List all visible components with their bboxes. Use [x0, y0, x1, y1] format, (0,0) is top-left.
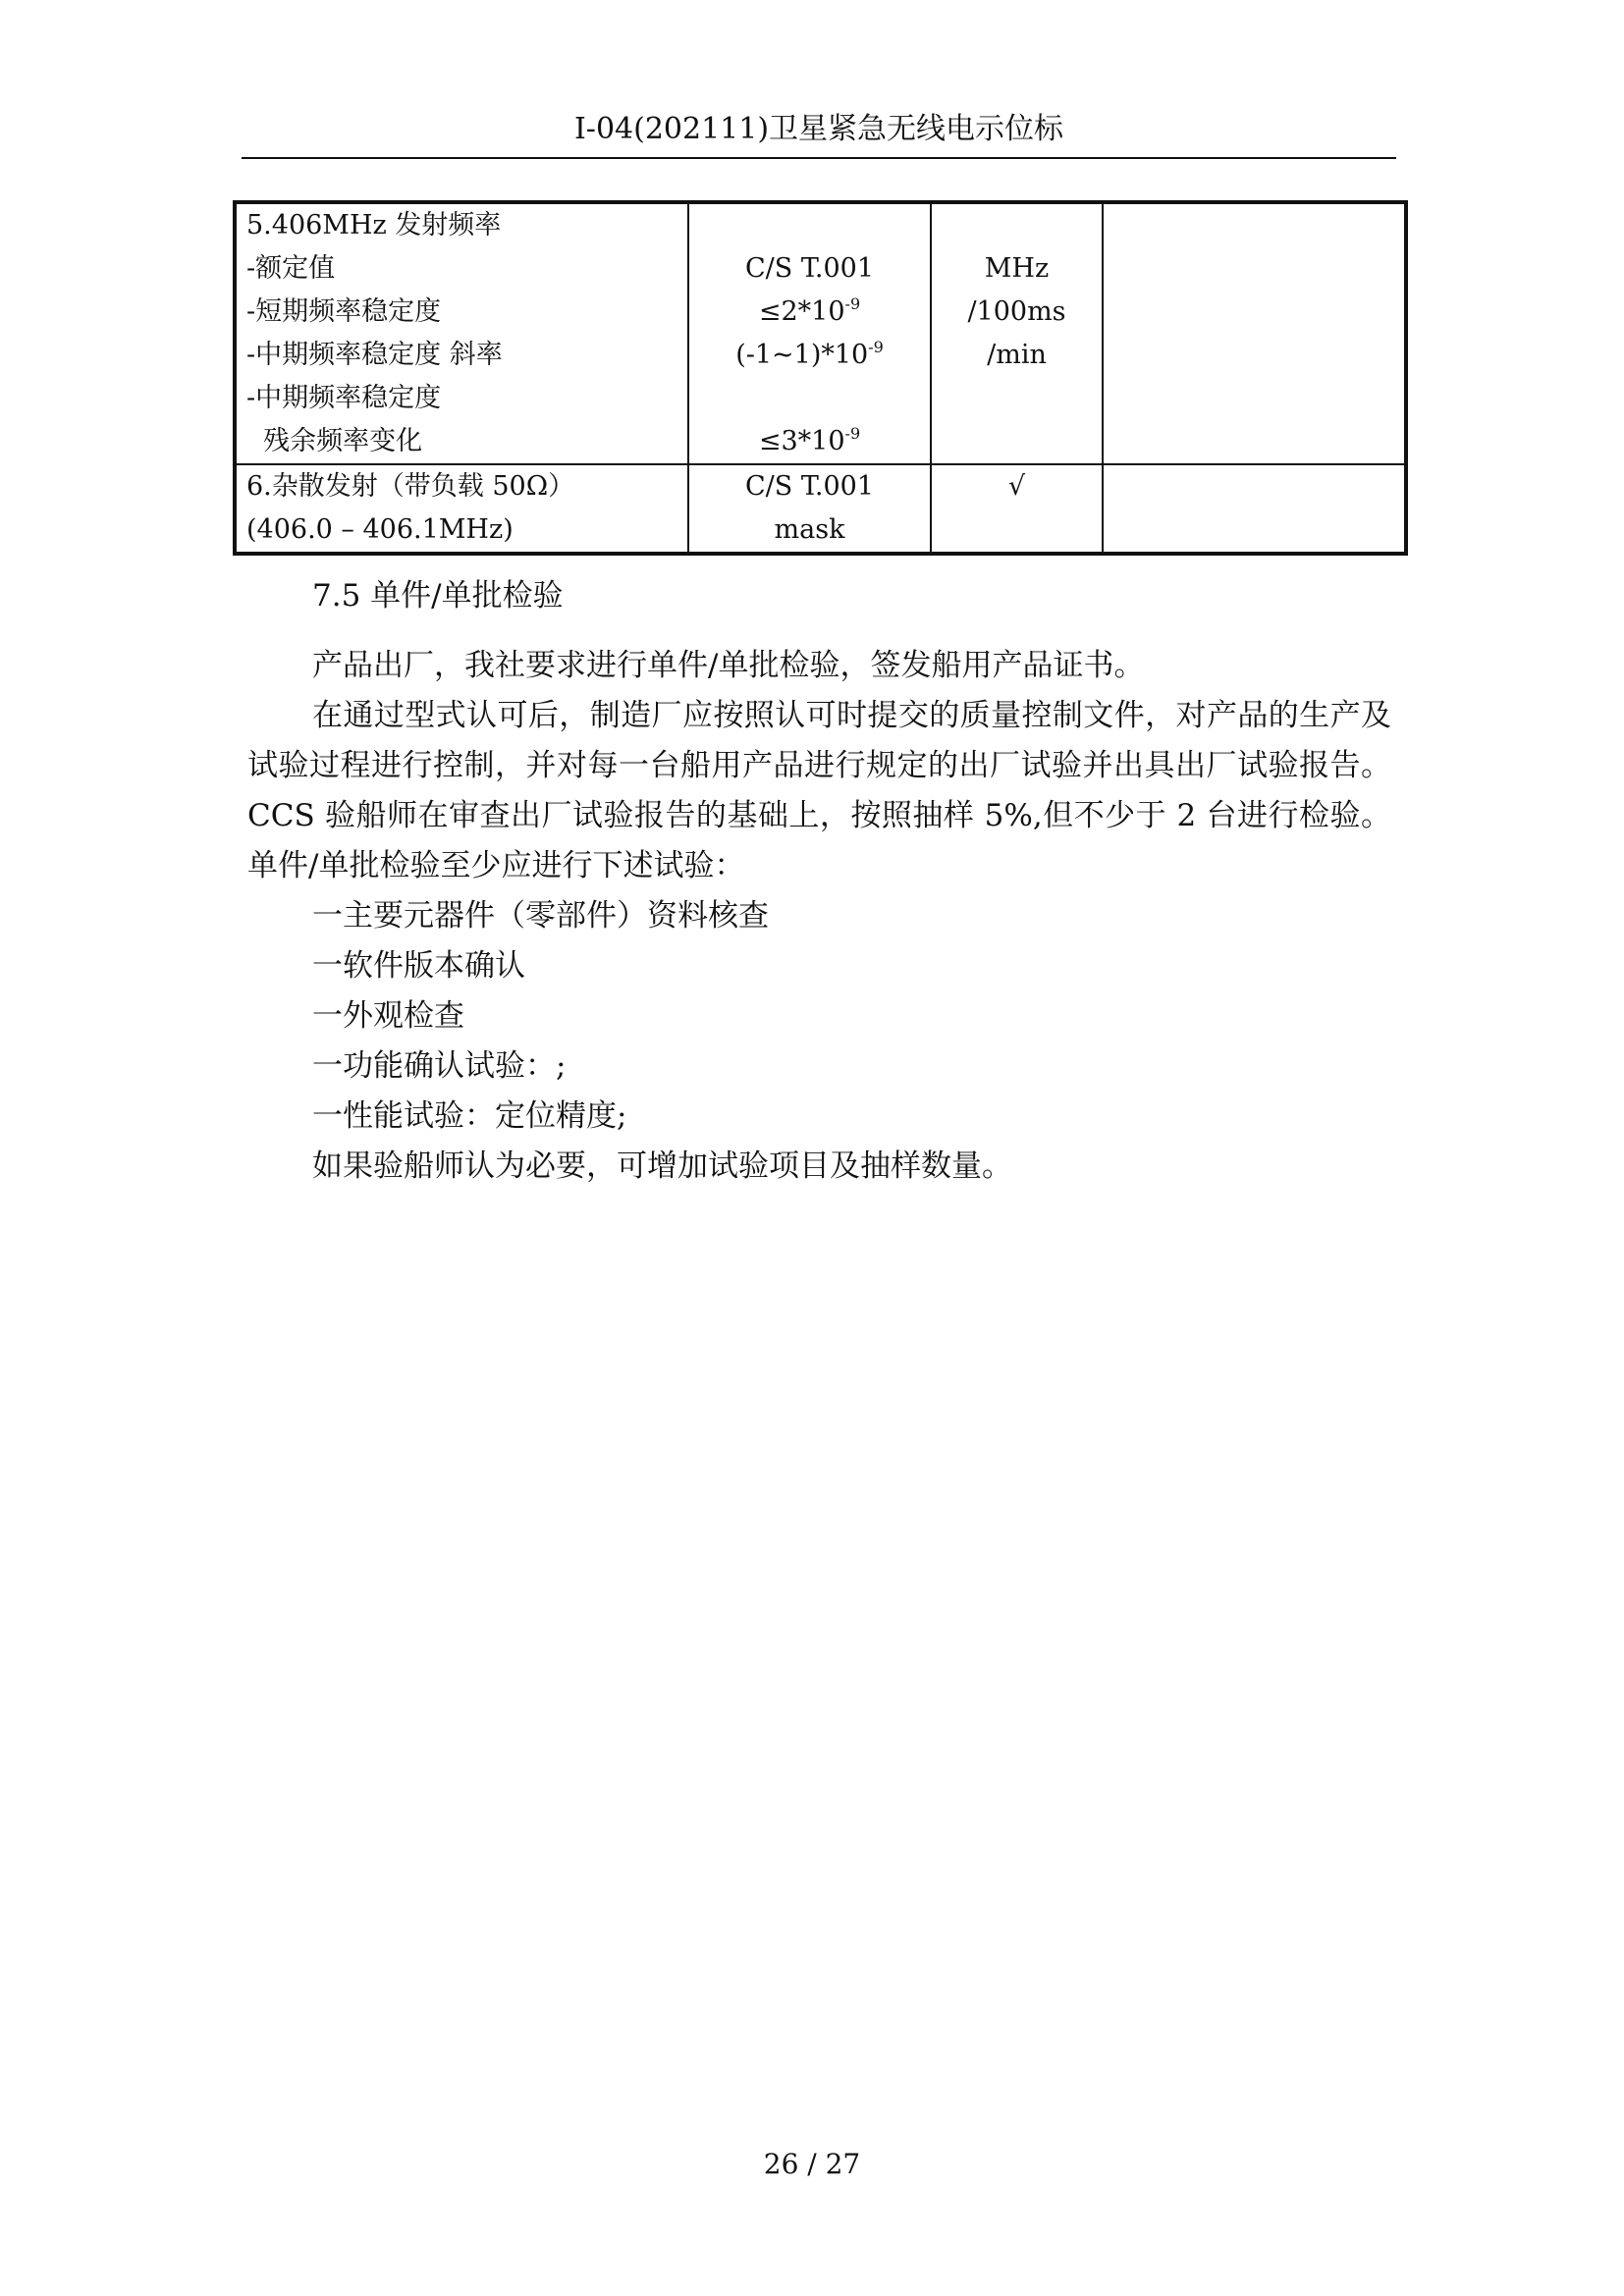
list-item: 一功能确认试验：;: [312, 1048, 567, 1084]
table-cell-unit: [931, 202, 1103, 464]
list-item: 一外观检查: [312, 998, 464, 1034]
cell-line: 6.杂散发射（带负载 50Ω）: [246, 471, 575, 502]
cell-line-empty: [942, 204, 1092, 247]
check-mark: √: [1007, 471, 1026, 502]
cell-line: (406.0 – 406.1MHz): [246, 514, 514, 545]
cell-line: [699, 291, 920, 334]
cell-line: -中期频率稳定度 斜率: [246, 340, 503, 370]
value-base: (-1~1)*10: [735, 340, 869, 370]
cell-line: MHz: [984, 253, 1050, 284]
value-base: ≤3*10: [758, 426, 845, 456]
value-exponent: -9: [868, 338, 884, 356]
value-exponent: -9: [844, 294, 861, 313]
paragraph: 产品出厂，我社要求进行单件/单批检验，签发船用产品证书。: [312, 648, 1145, 683]
cell-line-empty: [699, 204, 920, 247]
value-base: ≤2*10: [758, 296, 845, 327]
page-number: 26 / 27: [763, 2148, 861, 2180]
list-item: 一软件版本确认: [312, 948, 525, 984]
spec-table: [233, 200, 1408, 556]
table-cell-item: [235, 202, 688, 464]
cell-line: [699, 420, 920, 463]
table-row: [235, 202, 1406, 464]
value-exponent: -9: [844, 424, 861, 443]
list-item: 一性能试验：定位精度;: [312, 1098, 627, 1134]
paragraph: 如果验船师认为必要，可增加试验项目及抽样数量。: [312, 1148, 1012, 1184]
body-text: [247, 571, 1391, 1192]
table-row: [235, 464, 1406, 554]
cell-line: mask: [774, 514, 845, 545]
table-cell-unit: [931, 464, 1103, 554]
cell-line-empty: [699, 377, 920, 420]
cell-line: /100ms: [967, 296, 1066, 327]
cell-line: 5.406MHz 发射频率: [246, 210, 502, 240]
table-cell-item: [235, 464, 688, 554]
cell-line: 残余频率变化: [246, 426, 423, 456]
table-cell-standard: [688, 202, 931, 464]
table-cell-remark: [1103, 202, 1406, 464]
list-item: 一主要元器件（零部件）资料核查: [312, 898, 769, 934]
cell-line: -中期频率稳定度: [246, 383, 442, 413]
cell-line: [699, 334, 920, 377]
table-cell-standard: [688, 464, 931, 554]
paragraph: 在通过型式认可后，制造厂应按照认可时提交的质量控制文件，对产品的生产及试验过程进行控制，并对每一台船用产品进行规定的出厂试验并出具出厂试验报告。CCS 验船师在审查出厂试验报告的基础上，按照抽样 5%,但不少于 2 台进行检验。单件/单批检验至少应进行下述试验：: [247, 698, 1391, 883]
section-title: 7.5 单件/单批检验: [312, 578, 564, 614]
cell-line: /min: [987, 340, 1047, 370]
cell-line: C/S T.001: [745, 253, 874, 284]
cell-line: C/S T.001: [745, 471, 874, 502]
cell-line: -额定值: [246, 253, 336, 284]
page-header-title: I-04(202111)卫星紧急无线电示位标: [573, 112, 1064, 146]
table-cell-remark: [1103, 464, 1406, 554]
header-rule: [242, 157, 1396, 159]
cell-line: -短期频率稳定度: [246, 296, 442, 327]
